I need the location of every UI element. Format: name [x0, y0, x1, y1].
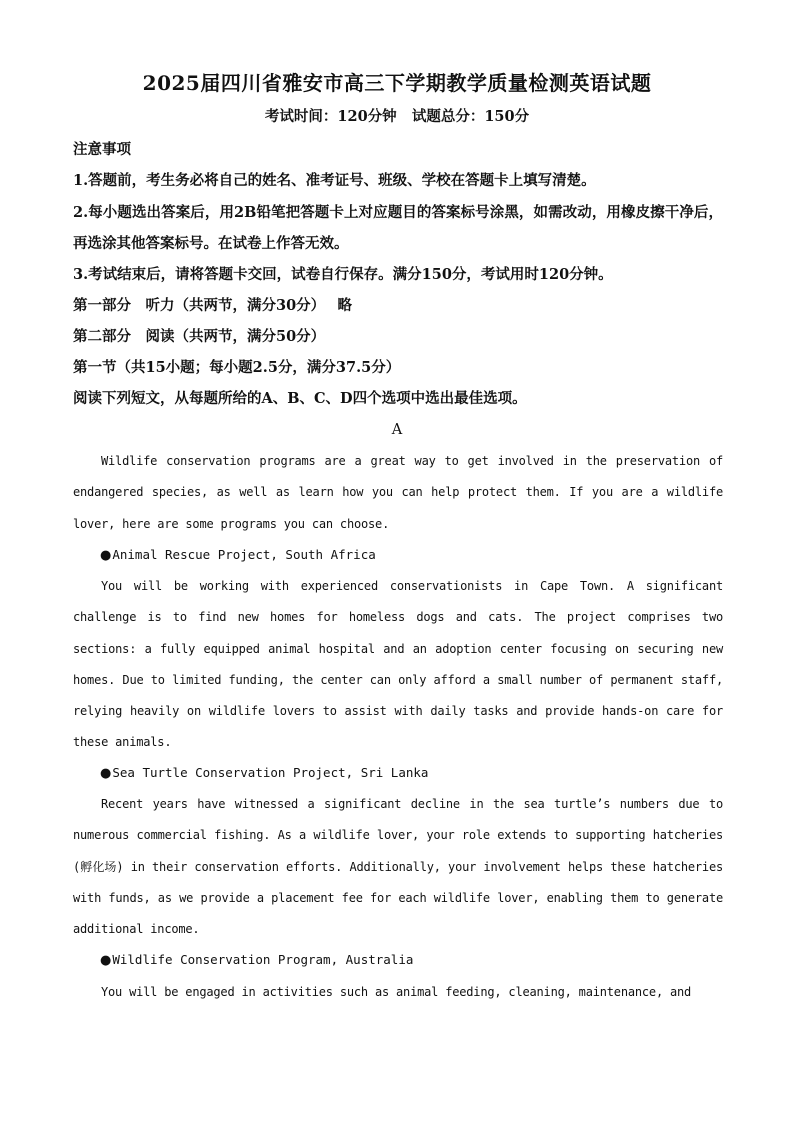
- notice-item-3: 3.考试结束后，请将答题卡交回，试卷自行保存。满分150分，考试用时120分钟。: [73, 266, 613, 283]
- notice-item-1: 1.答题前，考生务必将自己的姓名、准考证号、班级、学校在答题卡上填写清楚。: [73, 172, 596, 189]
- program-text-2: Recent years have witnessed a significant decline in the sea turtle’s numbers due to numerous commercial fishing. As a wildlife lover, your role extends to supporting hatcheries (孵化场) in their conservation efforts. Additionally, your involvement helps these hatcheries with funds, as we provide a placement fee for each wildlife lover, enabling them to generate additional income.: [73, 797, 723, 937]
- program-text-1: You will be working with experienced conservationists in Cape Town. A significant challenge is to find new homes for homeless dogs and cats. The project comprises two sections: a fully equipped animal hospital and an adoption center focusing on securing new homes. Due to limited funding, the center can only afford a small number of permanent staff, relying heavily on wildlife lovers to assist with daily tasks and provide hands-on care for these animals.: [73, 579, 723, 750]
- program-title-1: Animal Rescue Project, South Africa: [112, 547, 376, 562]
- notice-item-2: 2.每小题选出答案后，用2B铅笔把答题卡上对应题目的答案标号涂黑，如需改动，用橡皮擦干净后，再选涂其他答案标号。在试卷上作答无效。: [73, 204, 723, 252]
- bullet-icon: ●: [100, 548, 112, 563]
- part-2-reading: 第二部分 阅读（共两节，满分50分）: [73, 328, 326, 345]
- reading-instruction: 阅读下列短文，从每题所给的A、B、C、D四个选项中选出最佳选项。: [73, 390, 527, 407]
- program-heading-2: [100, 763, 428, 784]
- exam-subtitle: 考试时间：120分钟 试题总分：150分: [264, 108, 530, 125]
- section-1-info: 第一节（共15小题；每小题2.5分，满分37.5分）: [73, 359, 401, 376]
- bullet-icon: ●: [100, 953, 112, 968]
- passage-intro: Wildlife conservation programs are a great way to get involved in the preservation of endangered species, as well as learn how you can help protect them. If you are a wildlife lover, here are some programs you can choose.: [73, 454, 723, 531]
- program-heading-1: [100, 545, 376, 566]
- program-heading-3: [100, 950, 413, 971]
- exam-title: 2025届四川省雅安市高三下学期教学质量检测英语试题: [142, 71, 652, 95]
- bullet-icon: ●: [100, 766, 112, 781]
- notice-heading: 注意事项: [73, 141, 131, 158]
- program-text-3: You will be engaged in activities such as animal feeding, cleaning, maintenance, and: [101, 985, 692, 999]
- program-title-3: Wildlife Conservation Program, Australia: [112, 952, 414, 967]
- part-1-listening: 第一部分 听力（共两节，满分30分） 略: [73, 297, 352, 314]
- program-title-2: Sea Turtle Conservation Project, Sri Lanka: [112, 765, 429, 780]
- passage-label: A: [391, 422, 403, 438]
